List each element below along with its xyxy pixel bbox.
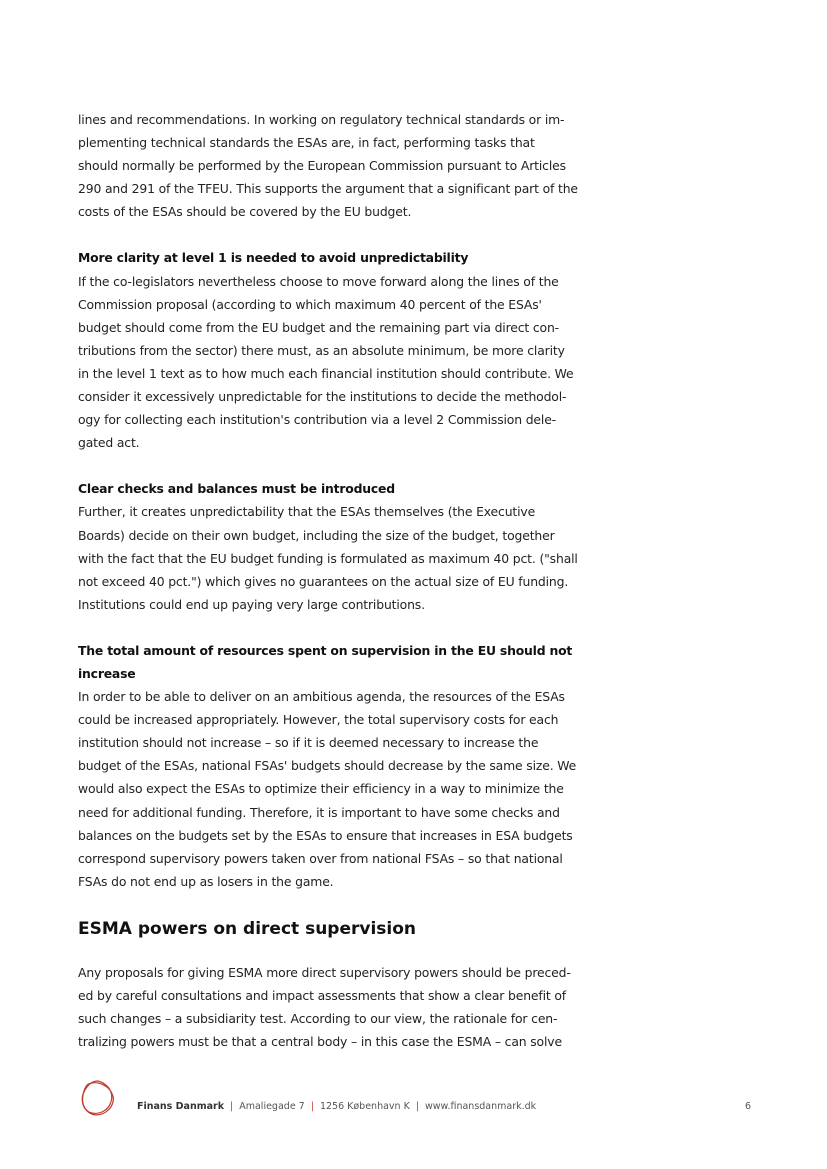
section-total-resources	[78, 639, 578, 893]
footer-separator: |	[230, 1101, 234, 1112]
section-heading: The total amount of resources spent on supervision in the EU should not increase	[78, 642, 573, 681]
footer-org: Finans Danmark	[137, 1101, 225, 1112]
footer-website-link[interactable]: www.finansdanmark.dk	[425, 1101, 537, 1112]
document-body	[78, 108, 578, 1053]
intro-paragraph: lines and recommendations. In working on regulatory technical standards or im-plementing technical standards the ESAs are, in fact, performing tasks that should normally be performed by the European Commission pursuant to Articles 290 and 291 of the TFEU. This supports the argument that a significant part of the costs of the ESAs should be covered by the EU budget.	[78, 112, 578, 220]
subheading-esma-powers: ESMA powers on direct supervision	[78, 918, 417, 939]
footer-city: 1256 København K	[319, 1101, 410, 1112]
section-body: If the co-legislators nevertheless choose to move forward along the lines of the Commission proposal (according to which maximum 40 percent of the ESAs' budget should come from the EU budget and the remaining part via direct con-tributions from the sector) there must, as an absolute minimum, be more clarity in the level 1 text as to how much each financial institution should contribute. We consider it excessively unpredictable for the institutions to decide the methodol-ogy for collecting each institution's contribution via a level 2 Commission dele-gated act.	[78, 273, 574, 451]
footer-separator: |	[310, 1101, 314, 1112]
footer-separator: |	[415, 1101, 420, 1112]
section-body: Further, it creates unpredictability that the ESAs themselves (the Executive Boards) decide on their own budget, including the size of the budget, together with the fact that the EU budget funding is formulated as maximum 40 pct. ("shall not exceed 40 pct.") which gives no guarantees on the actual size of EU funding. Institutions could end up paying very large contributions.	[78, 504, 578, 612]
footer-address: Amaliegade 7	[239, 1101, 305, 1112]
closing-paragraph: Any proposals for giving ESMA more direct supervisory powers should be preced-ed by careful consultations and impact assessments that show a clear benefit of such changes – a subsidiarity test. According to our view, the rationale for cen-tralizing powers must be that a central body – in this case the ESMA – can solve	[78, 964, 571, 1050]
page-number: 6	[744, 1101, 751, 1112]
footer-contact	[137, 1101, 536, 1112]
page-footer	[78, 1078, 751, 1122]
finans-danmark-logo-icon	[78, 1078, 118, 1118]
section-checks-balances	[78, 477, 578, 616]
section-body: In order to be able to deliver on an ambitious agenda, the resources of the ESAs could be increased appropriately. However, the total supervisory costs for each institution should not increase – so if it is deemed necessary to increase the budget of the ESAs, national FSAs' budgets should decrease by the same size. We would also expect the ESAs to optimize their efficiency in a way to minimize the need for additional funding. Therefore, it is important to have some checks and balances on the budgets set by the ESAs to ensure that increases in ESA budgets correspond supervisory powers taken over from national FSAs – so that national FSAs do not end up as losers in the game.	[78, 689, 577, 889]
section-heading: More clarity at level 1 is needed to avoid unpredictability	[78, 250, 469, 266]
section-level1-clarity	[78, 246, 578, 454]
section-heading: Clear checks and balances must be introduced	[78, 481, 395, 497]
